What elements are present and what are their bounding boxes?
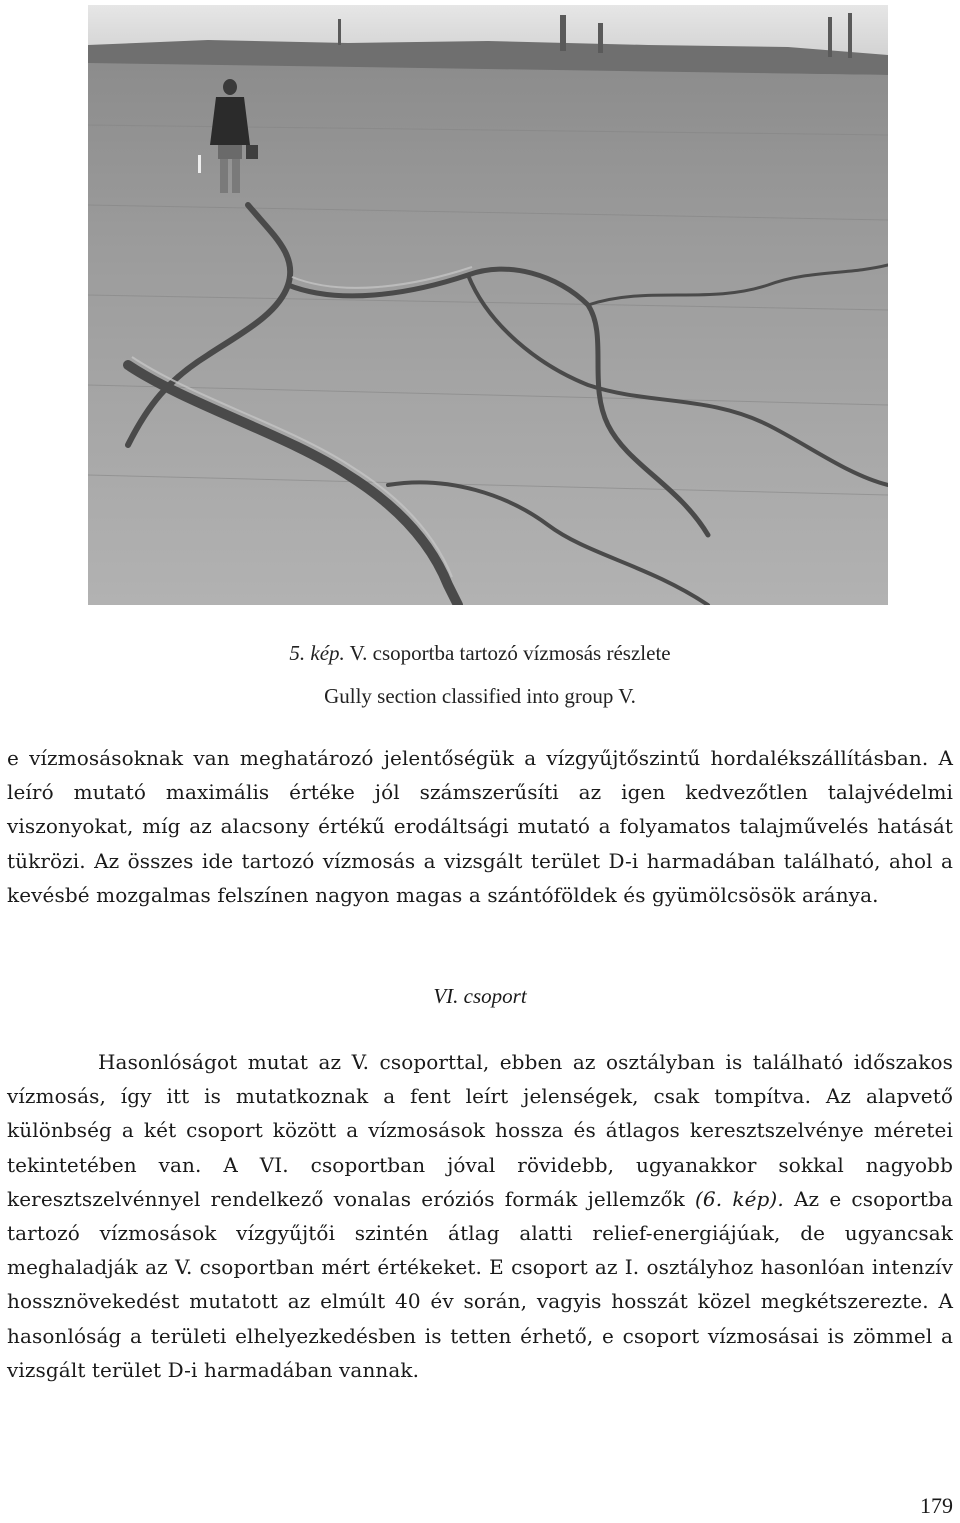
field-gully-photo — [88, 5, 888, 605]
figure-reference: (6. kép). — [695, 1186, 784, 1211]
figure-caption-hungarian — [0, 641, 960, 666]
section-heading: VI. csoport — [433, 984, 527, 1008]
paragraph-2-text-a: Hasonlóságot mutat az V. csoporttal, ebben az osztályban is található időszakos vízmosás, így itt is mutatkoznak a fent leírt jelenségek, csak tompítva. Az alapvető különbség a két csoport között a vízmosások hossza és átlagos keresztszelvénye méretei tekintetében van. A VI. csoportban jóval rövidebb, ugyanakkor sokkal nagyobb keresztszelvénnyel rendelkező vonalas eróziós formák jellemzők — [7, 1050, 953, 1211]
figure-caption-english: Gully section classified into group V. — [324, 684, 636, 708]
body-paragraph-1: e vízmosásoknak van meghatározó jelentőségük a vízgyűjtőszintű hordalékszállításban. A leíró mutató maximális értéke jól számszerűsíti az igen kedvezőtlen talajvédelmi viszonyokat, míg az alacsony értékű erodáltsági mutató a folyamatos talajművelés hatását tükrözi. Az összes ide tartozó vízmosás a vizsgált terület D-i harmadában található, ahol a kevésbé mozgalmas felszínen nagyon magas a szántóföldek és gyümölcsösök aránya. — [7, 746, 953, 907]
body-paragraph-2 — [7, 1045, 953, 1387]
figure-label: 5. kép. — [289, 641, 345, 665]
page-number: 179 — [920, 1493, 953, 1518]
figure-caption-hu-text: V. csoportba tartozó vízmosás részlete — [349, 641, 671, 665]
paragraph-2-text-b: Az e csoportba tartozó vízmosások vízgyűjtői szintén átlag alatti relief-energiájúak, de ugyancsak meghaladják az V. csoportban mért értékeket. E csoport az I. osztályhoz hasonlóan intenzív hossznövekedést mutatott az elmúlt 40 év során, vagyis hosszát közel megkétszerezte. A hasonlóság a területi elhelyezkedésben is tetten érhető, e csoport vízmosásai is zömmel a vizsgált terület D-i harmadában vannak. — [7, 1186, 953, 1382]
